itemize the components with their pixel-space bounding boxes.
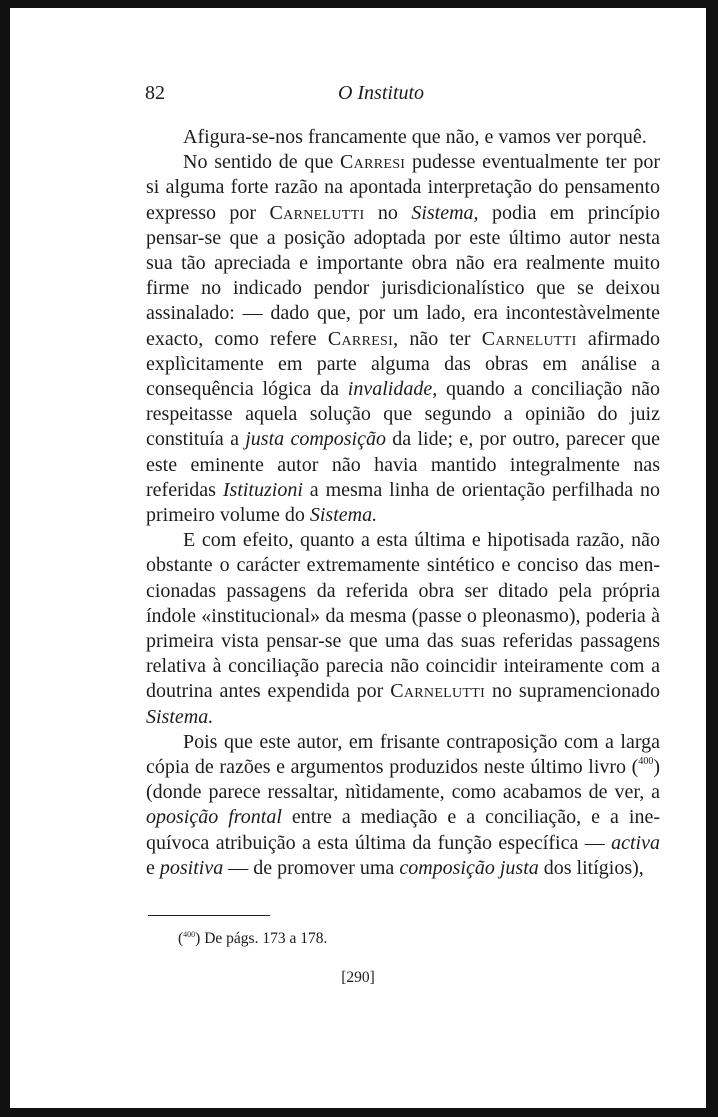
footnote-number: 400: [183, 930, 196, 939]
paragraph-2: No sentido de que Carresi pudesse eventualmente ter por si alguma forte razão na apontada interpretação do pensamento expresso por Carnelutti no Sistema, podia em princípio pensar-se que a posição adoptada por este último autor nesta sua tão apreciada e importante obra não era realmente muito firme no indicado pendor jurisdicionalístico que se deixou assinalado: — dado que, por um lado, era incontestàvelmente exacto, como refere Carresi, não ter Carnelutti afirmado explìcitamente em parte alguma das obras em análise a consequência lógica da invalidade, quando a conciliação não respeitasse aquela solução que segundo a opinião do juiz constituía a justa composição da lide; e, por outro, parecer que este eminente autor não havia mantido integralmente nas referidas Istituzioni a mesma linha de orientação perfilhada no primeiro volume do Sistema.: [146, 151, 661, 527]
body-text: [146, 125, 660, 881]
emphasis: oposição frontal: [146, 806, 282, 829]
work-title: Sistema.: [309, 504, 378, 527]
footnote-divider: [148, 915, 270, 916]
footnote-text: De págs. 173 a 178.: [200, 930, 328, 947]
original-page-reference: [290]: [341, 969, 375, 986]
author-name: Carnelutti: [269, 201, 365, 224]
author-name: Carnelutti: [481, 327, 577, 350]
paragraph-4: Pois que este autor, em frisante contraposição com a larga cópia de razões e argumentos produzidos neste último livro ($^{400}$) (donde parece ressaltar, nìtidamente, como acabamos de ver, a oposição frontal entre a mediação e a conciliação, e a inequívoca atribuição a esta última da função específica — activa e positiva — de promover uma composição justa dos litígios),: [146, 730, 660, 879]
footnote-reference: 400: [638, 756, 654, 768]
book-page: [10, 8, 706, 1108]
author-name: Carresi: [340, 151, 406, 174]
running-title: O Instituto: [337, 82, 425, 104]
emphasis: composição justa: [399, 856, 539, 879]
emphasis: justa composição: [245, 428, 386, 451]
emphasis: positiva: [159, 856, 224, 879]
work-title: Sistema.: [146, 705, 214, 728]
emphasis: invalidade,: [347, 378, 438, 401]
page-number: 82: [145, 82, 165, 104]
work-title: Istituzioni: [222, 478, 303, 501]
page-header: [145, 82, 607, 108]
author-name: Carresi: [327, 327, 394, 350]
work-title: Sistema,: [411, 201, 479, 224]
footnote: ($^{400}$) De págs. 173 a 178.: [178, 930, 328, 947]
author-name: Carnelutti: [390, 680, 486, 703]
emphasis: activa: [611, 831, 660, 854]
paragraph-3: E com efeito, quanto a esta última e hipotisada razão, não obstante o carácter extremamente sintético e conciso das mencionadas passagens da referida obra ser ditado pela própria índole «institucional» da mesma (passe o pleonasmo), poderia à primeira vista pensar-se que uma das suas referidas passagens relativa à conciliação parecia não coincidir inteiramente com a doutrina antes expendida por Carnelutti no supramencionado Sistema.: [146, 529, 660, 728]
paragraph-1: Afigura-se-nos francamente que não, e vamos ver porquê.: [183, 126, 647, 148]
